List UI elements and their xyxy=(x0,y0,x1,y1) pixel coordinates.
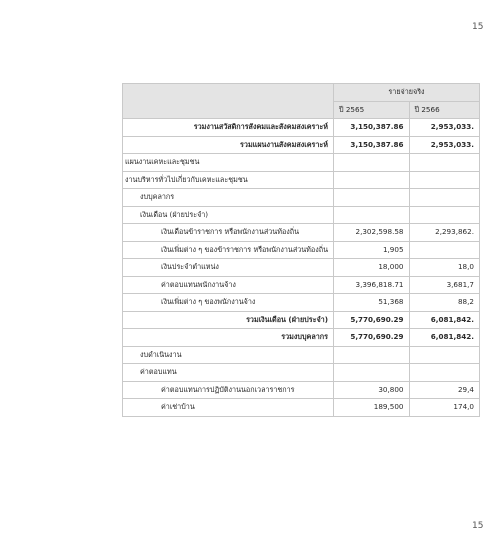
value-2565: 3,150,387.86 xyxy=(334,119,410,137)
page-number-bottom: 15 xyxy=(472,521,483,531)
table-row xyxy=(123,241,480,259)
value-2566: 6,081,842. xyxy=(409,311,479,329)
value-2566 xyxy=(409,364,479,382)
row-label: งานบริหารทั่วไปเกี่ยวกับเคหะและชุมชน xyxy=(123,171,334,189)
row-label: เงินเพิ่มต่าง ๆ ของข้าราชการ หรือพนักงานส่วนท้องถิ่น xyxy=(123,241,334,259)
row-label: ค่าตอบแทนพนักงานจ้าง xyxy=(123,276,334,294)
value-2566 xyxy=(409,241,479,259)
row-label: รวมเงินเดือน (ฝ่ายประจำ) xyxy=(123,311,334,329)
table-row xyxy=(123,311,480,329)
table-row xyxy=(123,119,480,137)
value-2566 xyxy=(409,206,479,224)
value-2566: 3,681,7 xyxy=(409,276,479,294)
table-row xyxy=(123,276,480,294)
row-label: เงินเดือน (ฝ่ายประจำ) xyxy=(123,206,334,224)
table-row xyxy=(123,294,480,312)
row-label: เงินประจำตำแหน่ง xyxy=(123,259,334,277)
value-2565 xyxy=(334,154,410,172)
value-2566: 29,4 xyxy=(409,381,479,399)
table-body xyxy=(123,119,480,417)
value-2566 xyxy=(409,189,479,207)
table-row xyxy=(123,329,480,347)
value-2565: 30,800 xyxy=(334,381,410,399)
row-label: ค่าตอบแทนการปฏิบัติงานนอกเวลาราชการ xyxy=(123,381,334,399)
header-actual-expenditure: รายจ่ายจริง xyxy=(334,84,480,102)
row-label: แผนงานเคหะและชุมชน xyxy=(123,154,334,172)
table-row xyxy=(123,224,480,242)
table-row xyxy=(123,206,480,224)
value-2565: 18,000 xyxy=(334,259,410,277)
table-row xyxy=(123,136,480,154)
value-2565 xyxy=(334,346,410,364)
header-year-2566: ปี 2566 xyxy=(409,101,479,119)
row-label: รวมงบบุคลากร xyxy=(123,329,334,347)
value-2566: 2,953,033. xyxy=(409,136,479,154)
row-label: ค่าเช่าบ้าน xyxy=(123,399,334,417)
value-2565: 5,770,690.29 xyxy=(334,329,410,347)
table-row xyxy=(123,154,480,172)
table-row xyxy=(123,381,480,399)
value-2565: 3,150,387.86 xyxy=(334,136,410,154)
value-2565: 3,396,818.71 xyxy=(334,276,410,294)
value-2566: 6,081,842. xyxy=(409,329,479,347)
value-2566 xyxy=(409,346,479,364)
value-2565 xyxy=(334,206,410,224)
value-2566: 18,0 xyxy=(409,259,479,277)
value-2565 xyxy=(334,171,410,189)
table-row xyxy=(123,171,480,189)
value-2566: 2,953,033. xyxy=(409,119,479,137)
value-2565: 2,302,598.58 xyxy=(334,224,410,242)
table-row xyxy=(123,259,480,277)
row-label: รวมแผนงานสังคมสงเคราะห์ xyxy=(123,136,334,154)
value-2566: 174,0 xyxy=(409,399,479,417)
value-2566: 88,2 xyxy=(409,294,479,312)
row-label: เงินเพิ่มต่าง ๆ ของพนักงานจ้าง xyxy=(123,294,334,312)
row-label: เงินเดือนข้าราชการ หรือพนักงานส่วนท้องถิ่น xyxy=(123,224,334,242)
value-2566: 2,293,862. xyxy=(409,224,479,242)
row-label: ค่าตอบแทน xyxy=(123,364,334,382)
row-label: รวมงานสวัสดิการสังคมและสังคมสงเคราะห์ xyxy=(123,119,334,137)
header-year-2565: ปี 2565 xyxy=(334,101,410,119)
row-label: งบบุคลากร xyxy=(123,189,334,207)
value-2565 xyxy=(334,364,410,382)
page-number-top: 15 xyxy=(472,22,483,32)
table-row xyxy=(123,189,480,207)
row-label: งบดำเนินงาน xyxy=(123,346,334,364)
value-2565: 1,905 xyxy=(334,241,410,259)
value-2565: 51,368 xyxy=(334,294,410,312)
budget-table xyxy=(122,83,480,417)
table-row xyxy=(123,346,480,364)
value-2565: 189,500 xyxy=(334,399,410,417)
table-row xyxy=(123,364,480,382)
value-2565: 5,770,690.29 xyxy=(334,311,410,329)
value-2566 xyxy=(409,154,479,172)
header-blank-cell xyxy=(123,84,334,119)
header-row-group xyxy=(123,84,480,102)
value-2565 xyxy=(334,189,410,207)
table-row xyxy=(123,399,480,417)
value-2566 xyxy=(409,171,479,189)
